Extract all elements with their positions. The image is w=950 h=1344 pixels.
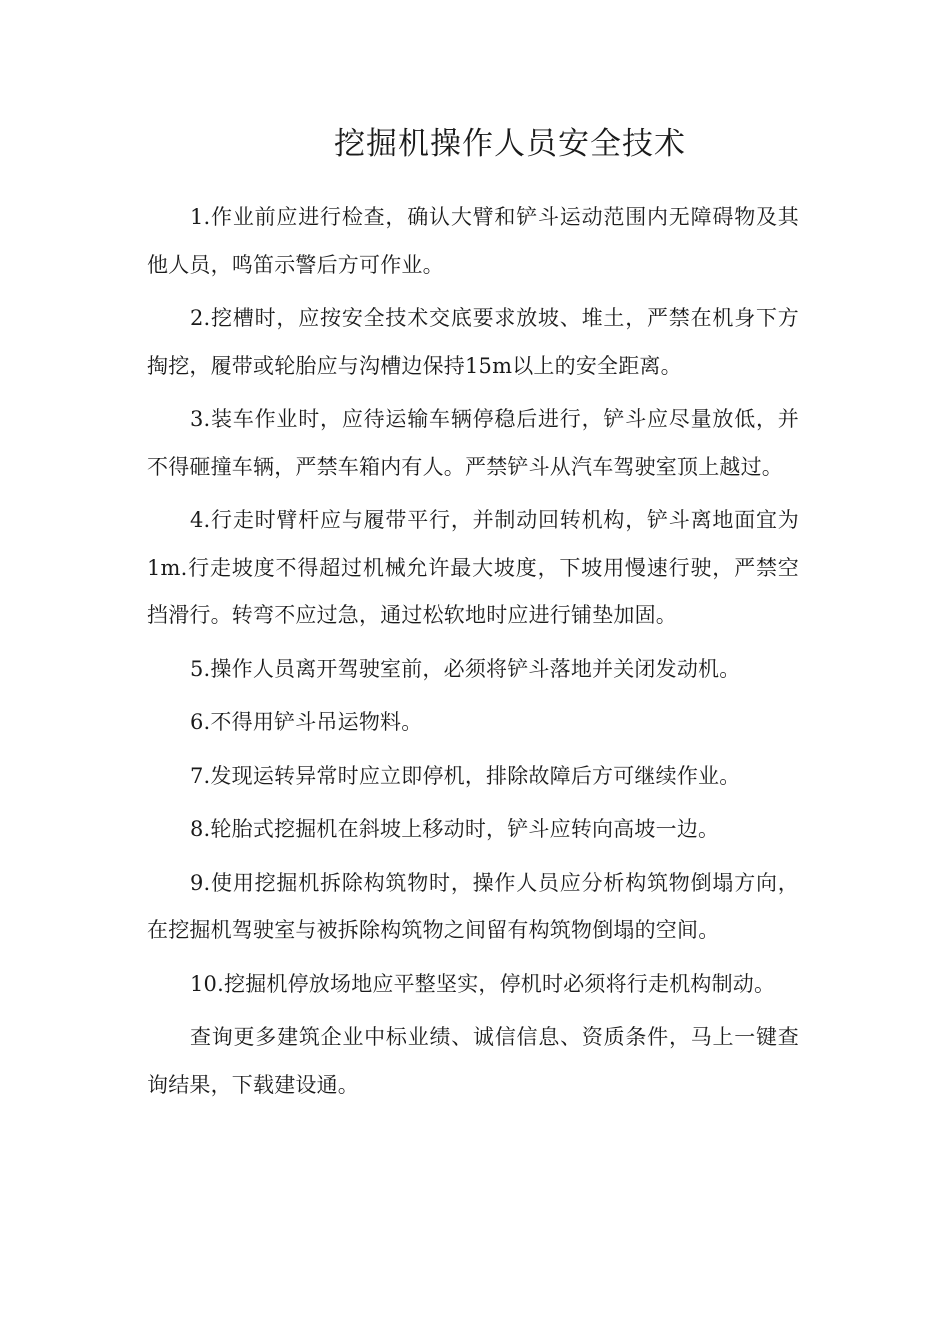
paragraph-5: 5.操作人员离开驾驶室前，必须将铲斗落地并关闭发动机。 bbox=[190, 656, 741, 681]
paragraph-4: 4.行走时臂杆应与履带平行，并制动回转机构，铲斗离地面宜为1m.行走坡度不得超过机械允许最大坡度，下坡用慢速行驶，严禁空挡滑行。转弯不应过急，通过松软地时应进行铺垫加固。 bbox=[147, 508, 799, 627]
paragraph-2: 2.挖槽时，应按安全技术交底要求放坡、堆土，严禁在机身下方掏挖，履带或轮胎应与沟槽边保持15m以上的安全距离。 bbox=[147, 306, 799, 378]
paragraph-8: 8.轮胎式挖掘机在斜坡上移动时，铲斗应转向高坡一边。 bbox=[190, 817, 720, 841]
document-body bbox=[147, 194, 799, 1115]
paragraph-1: 1.作业前应进行检查，确认大臂和铲斗运动范围内无障碍物及其他人员，鸣笛示警后方可作业。 bbox=[147, 205, 799, 277]
paragraph-10: 10.挖掘机停放场地应平整坚实，停机时必须将行走机构制动。 bbox=[190, 971, 776, 996]
paragraph-6: 6.不得用铲斗吊运物料。 bbox=[190, 710, 423, 734]
paragraph-promo: 查询更多建筑企业中标业绩、诚信信息、资质条件，马上一键查询结果，下载建设通。 bbox=[147, 1025, 799, 1097]
paragraph-9: 9.使用挖掘机拆除构筑物时，操作人员应分析构筑物倒塌方向，在挖掘机驾驶室与被拆除构筑物之间留有构筑物倒塌的空间。 bbox=[147, 870, 799, 942]
paragraph-3: 3.装车作业时，应待运输车辆停稳后进行，铲斗应尽量放低，并不得砸撞车辆，严禁车箱内有人。严禁铲斗从汽车驾驶室顶上越过。 bbox=[147, 407, 799, 479]
paragraph-7: 7.发现运转异常时应立即停机，排除故障后方可继续作业。 bbox=[190, 763, 741, 788]
document-title: 挖掘机操作人员安全技术 bbox=[334, 126, 686, 162]
